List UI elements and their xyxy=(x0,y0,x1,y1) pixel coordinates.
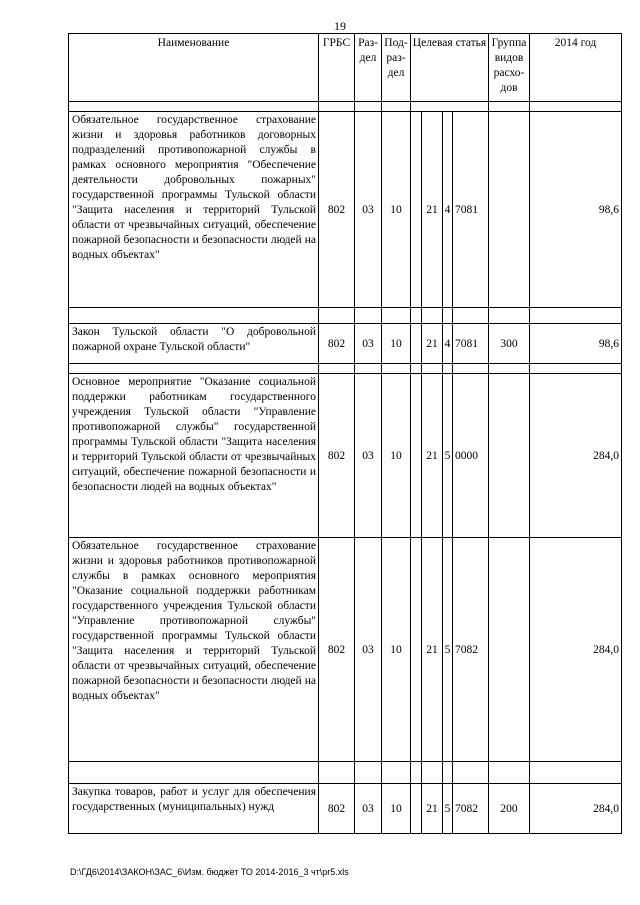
row-target-program: 21 xyxy=(422,112,443,308)
file-path-footer: D:\ГД6\2014\ЗАКОН\ЗАС_6\Изм. бюджет ТО 2014-2016_3 чт\pr5.xls xyxy=(70,867,349,877)
table-row xyxy=(69,374,622,538)
row-name: Основное мероприятие "Оказание социальной поддержки работникам государственного учреждения Тульской области "Управление противопожарной службы" государственной программы Тульской области "Защита населения и территорий Тульской области от чрезвычайных ситуаций, обеспечение пожарной безопасности и безопасности людей на водных объектах" xyxy=(69,374,319,538)
row-grbs: 802 xyxy=(319,112,355,308)
header-name: Наименование xyxy=(69,34,319,102)
row-target-subprogram: 4 xyxy=(443,112,453,308)
row-target-program: 21 xyxy=(422,324,443,364)
row-podrazdel: 10 xyxy=(382,112,411,308)
row-target-subprogram: 5 xyxy=(443,374,453,538)
header-row xyxy=(69,34,622,102)
page-number: 19 xyxy=(334,19,346,33)
header-year-2014: 2014 год xyxy=(530,34,622,102)
row-amount: 284,0 xyxy=(530,784,622,834)
row-amount: 98,6 xyxy=(530,324,622,364)
row-target-gap xyxy=(411,538,422,762)
row-spacer xyxy=(69,364,622,374)
row-target-code: 7081 xyxy=(453,324,489,364)
row-podrazdel: 10 xyxy=(382,538,411,762)
row-target-program: 21 xyxy=(422,538,443,762)
row-spacer xyxy=(69,308,622,324)
row-target-program: 21 xyxy=(422,784,443,834)
row-target-code: 0000 xyxy=(453,374,489,538)
row-razdel: 03 xyxy=(355,784,382,834)
row-name: Обязательное государственное страхование жизни и здоровья работников договорных подразделений противопожарной службы в рамках основного мероприятия "Обеспечение деятельности добровольных пожарных" государственной программы Тульской области "Защита населения и территорий Тульской области от чрезвычайных ситуаций, обеспечение пожарной безопасности и безопасности людей на водных объектах" xyxy=(69,112,319,308)
row-target-gap xyxy=(411,112,422,308)
row-expense-group xyxy=(489,112,530,308)
row-grbs: 802 xyxy=(319,784,355,834)
header-razdel: Раз- дел xyxy=(355,34,382,102)
row-expense-group: 300 xyxy=(489,324,530,364)
row-target-subprogram: 4 xyxy=(443,324,453,364)
header-target-article: Целевая статья xyxy=(411,34,489,102)
budget-table xyxy=(68,33,622,834)
row-podrazdel: 10 xyxy=(382,784,411,834)
row-target-gap xyxy=(411,324,422,364)
row-razdel: 03 xyxy=(355,324,382,364)
table-row xyxy=(69,784,622,834)
row-target-code: 7082 xyxy=(453,538,489,762)
row-target-code: 7081 xyxy=(453,112,489,308)
row-target-code: 7082 xyxy=(453,784,489,834)
header-expense-group: Группа видов расхо- дов xyxy=(489,34,530,102)
row-amount: 98,6 xyxy=(530,112,622,308)
row-grbs: 802 xyxy=(319,324,355,364)
row-expense-group xyxy=(489,538,530,762)
row-expense-group xyxy=(489,374,530,538)
row-amount: 284,0 xyxy=(530,374,622,538)
table-row xyxy=(69,324,622,364)
row-spacer xyxy=(69,762,622,784)
row-razdel: 03 xyxy=(355,112,382,308)
row-razdel: 03 xyxy=(355,374,382,538)
row-grbs: 802 xyxy=(319,374,355,538)
row-name: Закон Тульской области "О добровольной пожарной охране Тульской области" xyxy=(69,324,319,364)
row-target-subprogram: 5 xyxy=(443,784,453,834)
row-podrazdel: 10 xyxy=(382,374,411,538)
row-razdel: 03 xyxy=(355,538,382,762)
table-row xyxy=(69,538,622,762)
row-target-gap xyxy=(411,784,422,834)
header-spacer-row xyxy=(69,102,622,112)
header-podrazdel: Под- раз- дел xyxy=(382,34,411,102)
row-target-subprogram: 5 xyxy=(443,538,453,762)
row-podrazdel: 10 xyxy=(382,324,411,364)
row-expense-group: 200 xyxy=(489,784,530,834)
row-grbs: 802 xyxy=(319,538,355,762)
row-name: Обязательное государственное страхование жизни и здоровья работников противопожарной службы в рамках основного мероприятия "Оказание социальной поддержки работникам государственного учреждения Тульской области "Управление противопожарной службы" государственной программы Тульской области "Защита населения и территорий Тульской области от чрезвычайных ситуаций, обеспечение пожарной безопасности и безопасности людей на водных объектах" xyxy=(69,538,319,762)
header-grbs: ГРБС xyxy=(319,34,355,102)
row-target-program: 21 xyxy=(422,374,443,538)
row-name: Закупка товаров, работ и услуг для обеспечения государственных (муниципальных) нужд xyxy=(69,784,319,834)
row-amount: 284,0 xyxy=(530,538,622,762)
row-target-gap xyxy=(411,374,422,538)
table-row xyxy=(69,112,622,308)
